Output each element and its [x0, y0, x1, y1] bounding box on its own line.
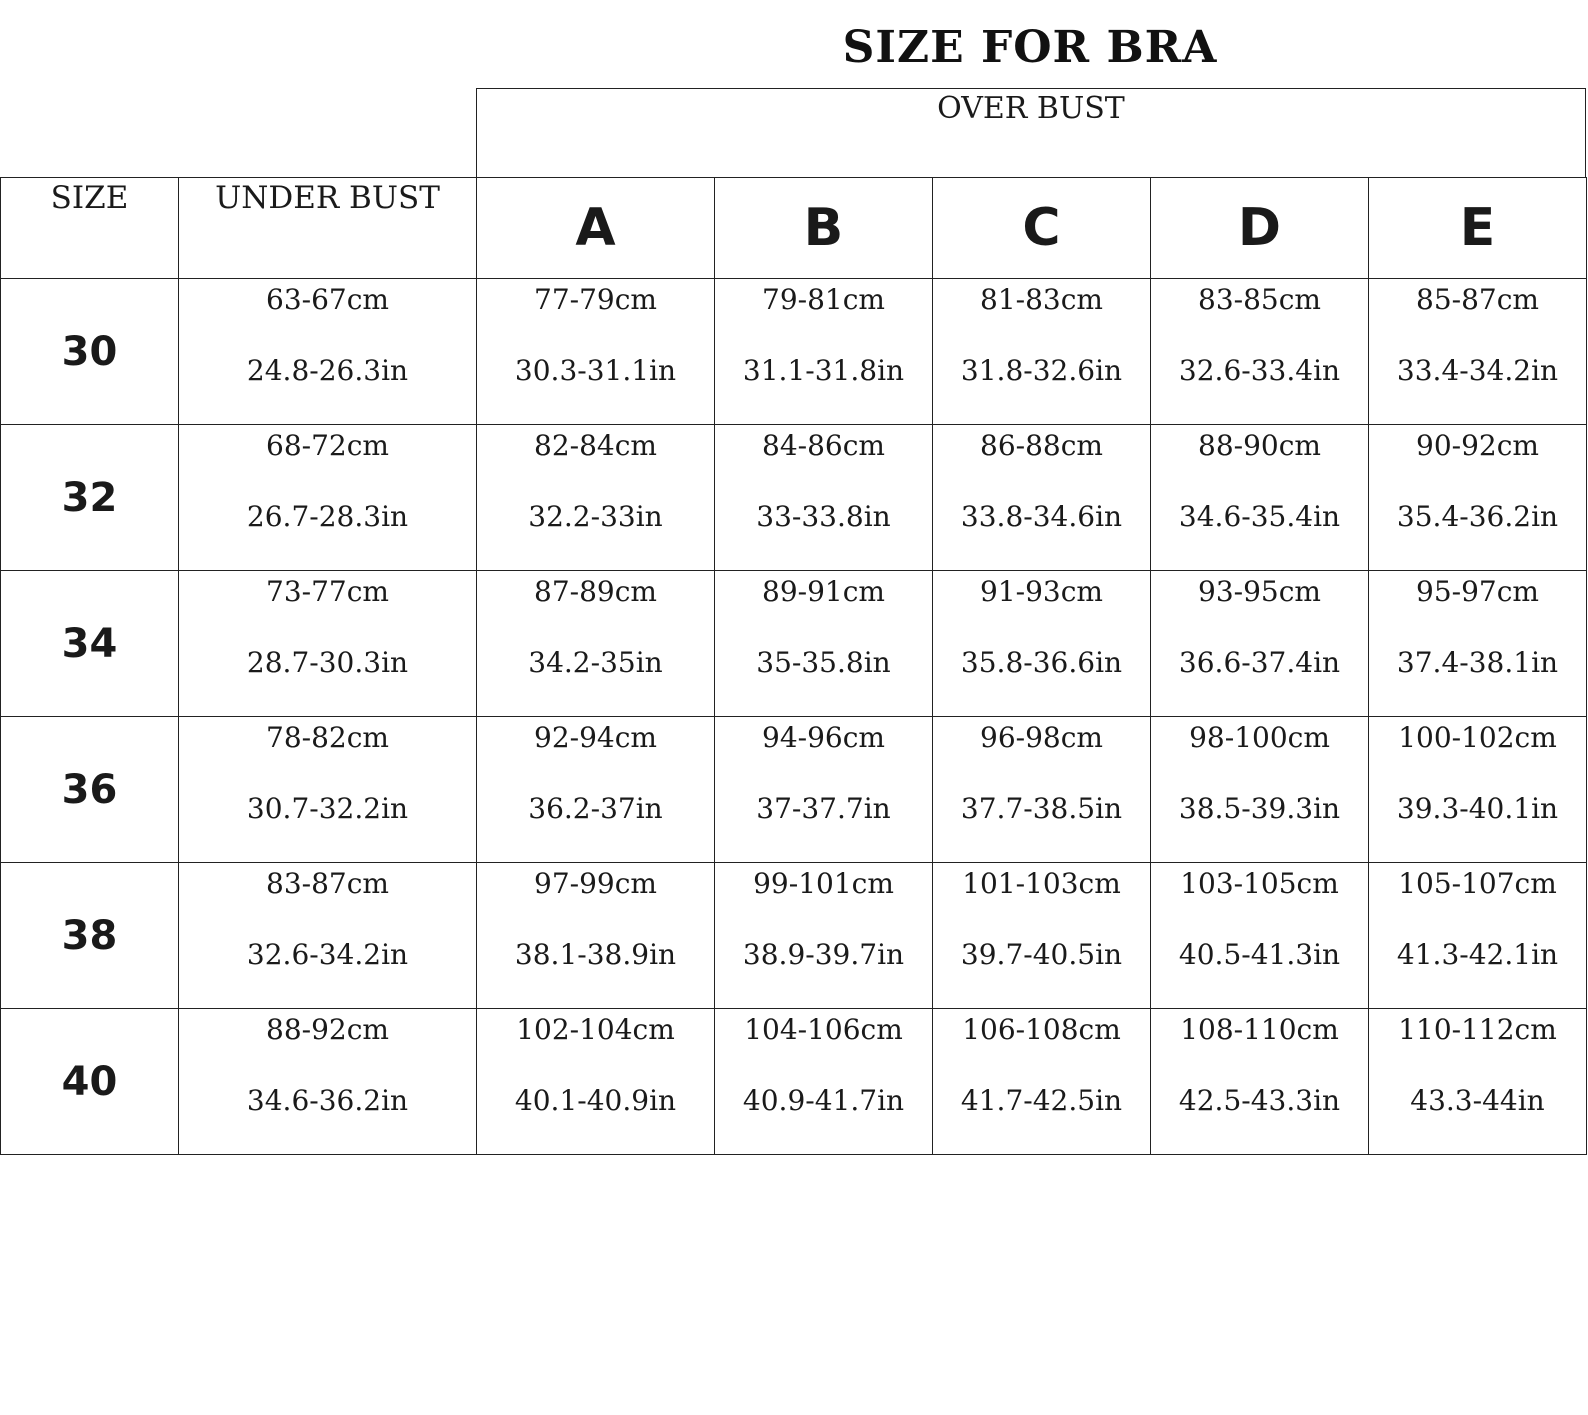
- cup-c-cell: [933, 279, 1151, 425]
- cup-d-cell: [1151, 571, 1369, 717]
- cm-value: 73-77cm: [266, 575, 389, 608]
- under-bust-cell: [179, 425, 477, 571]
- cup-e-cell: [1369, 1009, 1587, 1155]
- cm-value: 102-104cm: [516, 1013, 675, 1046]
- over-bust-header: OVER BUST: [476, 88, 1586, 177]
- cup-c-header: C: [933, 178, 1151, 279]
- cm-value: 88-90cm: [1198, 429, 1321, 462]
- cm-value: 108-110cm: [1180, 1013, 1339, 1046]
- cm-value: 105-107cm: [1398, 867, 1557, 900]
- cup-e-cell: [1369, 863, 1587, 1009]
- page-title: SIZE FOR BRA: [842, 22, 1218, 73]
- cup-a-cell: [477, 279, 715, 425]
- inch-value: 39.3-40.1in: [1396, 792, 1559, 825]
- cm-value: 78-82cm: [266, 721, 389, 754]
- table-row: [1, 425, 1587, 571]
- inch-value: 32.6-34.2in: [246, 938, 409, 971]
- inch-value: 24.8-26.3in: [246, 354, 409, 387]
- cup-c-cell: [933, 717, 1151, 863]
- cm-value: 94-96cm: [762, 721, 885, 754]
- cup-b-cell: [715, 717, 933, 863]
- cup-b-cell: [715, 571, 933, 717]
- cm-value: 101-103cm: [962, 867, 1121, 900]
- cm-value: 103-105cm: [1180, 867, 1339, 900]
- cup-c-cell: [933, 571, 1151, 717]
- cm-value: 63-67cm: [266, 283, 389, 316]
- cup-a-cell: [477, 571, 715, 717]
- cm-value: 84-86cm: [762, 429, 885, 462]
- cup-d-cell: [1151, 425, 1369, 571]
- cm-value: 88-92cm: [266, 1013, 389, 1046]
- table-row: [1, 279, 1587, 425]
- cm-value: 100-102cm: [1398, 721, 1557, 754]
- cm-value: 79-81cm: [762, 283, 885, 316]
- inch-value: 37.4-38.1in: [1396, 646, 1559, 679]
- inch-value: 34.6-35.4in: [1178, 500, 1341, 533]
- cup-b-cell: [715, 279, 933, 425]
- cm-value: 96-98cm: [980, 721, 1103, 754]
- under-bust-cell: [179, 571, 477, 717]
- inch-value: 40.5-41.3in: [1178, 938, 1341, 971]
- inch-value: 37.7-38.5in: [960, 792, 1123, 825]
- inch-value: 31.1-31.8in: [742, 354, 905, 387]
- cup-e-cell: [1369, 717, 1587, 863]
- cm-value: 85-87cm: [1416, 283, 1539, 316]
- cm-value: 98-100cm: [1189, 721, 1330, 754]
- cup-a-cell: [477, 717, 715, 863]
- cm-value: 87-89cm: [534, 575, 657, 608]
- cup-d-header: D: [1151, 178, 1369, 279]
- cm-value: 93-95cm: [1198, 575, 1321, 608]
- size-value: 34: [1, 571, 179, 717]
- cm-value: 90-92cm: [1416, 429, 1539, 462]
- size-value: 38: [1, 863, 179, 1009]
- cup-c-cell: [933, 863, 1151, 1009]
- inch-value: 36.6-37.4in: [1178, 646, 1341, 679]
- inch-value: 31.8-32.6in: [960, 354, 1123, 387]
- cm-value: 99-101cm: [753, 867, 894, 900]
- inch-value: 38.5-39.3in: [1178, 792, 1341, 825]
- inch-value: 35.4-36.2in: [1396, 500, 1559, 533]
- cup-b-header: B: [715, 178, 933, 279]
- inch-value: 32.6-33.4in: [1178, 354, 1341, 387]
- cm-value: 77-79cm: [534, 283, 657, 316]
- inch-value: 28.7-30.3in: [246, 646, 409, 679]
- inch-value: 35.8-36.6in: [960, 646, 1123, 679]
- size-column-header: SIZE: [1, 178, 179, 279]
- inch-value: 26.7-28.3in: [246, 500, 409, 533]
- size-table: [0, 177, 1587, 1155]
- under-bust-cell: [179, 1009, 477, 1155]
- cup-d-cell: [1151, 1009, 1369, 1155]
- cm-value: 68-72cm: [266, 429, 389, 462]
- cm-value: 92-94cm: [534, 721, 657, 754]
- cup-b-cell: [715, 1009, 933, 1155]
- table-row: [1, 1009, 1587, 1155]
- inch-value: 35-35.8in: [756, 646, 891, 679]
- cup-e-cell: [1369, 571, 1587, 717]
- cup-a-cell: [477, 863, 715, 1009]
- cm-value: 83-87cm: [266, 867, 389, 900]
- inch-value: 36.2-37in: [528, 792, 663, 825]
- inch-value: 40.9-41.7in: [742, 1084, 905, 1117]
- inch-value: 38.1-38.9in: [514, 938, 677, 971]
- inch-value: 34.6-36.2in: [246, 1084, 409, 1117]
- cm-value: 106-108cm: [962, 1013, 1121, 1046]
- cup-d-cell: [1151, 279, 1369, 425]
- cm-value: 110-112cm: [1398, 1013, 1557, 1046]
- cup-c-cell: [933, 1009, 1151, 1155]
- header-row: [1, 178, 1587, 279]
- inch-value: 32.2-33in: [528, 500, 663, 533]
- cup-e-header: E: [1369, 178, 1587, 279]
- cup-b-cell: [715, 863, 933, 1009]
- cm-value: 104-106cm: [744, 1013, 903, 1046]
- cm-value: 89-91cm: [762, 575, 885, 608]
- inch-value: 33-33.8in: [756, 500, 891, 533]
- under-bust-cell: [179, 717, 477, 863]
- cm-value: 91-93cm: [980, 575, 1103, 608]
- under-bust-cell: [179, 863, 477, 1009]
- table-row: [1, 571, 1587, 717]
- inch-value: 38.9-39.7in: [742, 938, 905, 971]
- inch-value: 37-37.7in: [756, 792, 891, 825]
- cm-value: 82-84cm: [534, 429, 657, 462]
- cm-value: 95-97cm: [1416, 575, 1539, 608]
- cup-a-cell: [477, 1009, 715, 1155]
- under-bust-cell: [179, 279, 477, 425]
- size-value: 36: [1, 717, 179, 863]
- size-value: 32: [1, 425, 179, 571]
- size-value: 40: [1, 1009, 179, 1155]
- cm-value: 83-85cm: [1198, 283, 1321, 316]
- inch-value: 41.3-42.1in: [1396, 938, 1559, 971]
- size-value: 30: [1, 279, 179, 425]
- inch-value: 40.1-40.9in: [514, 1084, 677, 1117]
- cup-b-cell: [715, 425, 933, 571]
- cup-a-header: A: [477, 178, 715, 279]
- inch-value: 42.5-43.3in: [1178, 1084, 1341, 1117]
- cup-d-cell: [1151, 863, 1369, 1009]
- inch-value: 41.7-42.5in: [960, 1084, 1123, 1117]
- cup-e-cell: [1369, 279, 1587, 425]
- inch-value: 43.3-44in: [1410, 1084, 1545, 1117]
- cm-value: 86-88cm: [980, 429, 1103, 462]
- inch-value: 39.7-40.5in: [960, 938, 1123, 971]
- inch-value: 34.2-35in: [528, 646, 663, 679]
- inch-value: 30.3-31.1in: [514, 354, 677, 387]
- cup-d-cell: [1151, 717, 1369, 863]
- table-row: [1, 717, 1587, 863]
- cup-e-cell: [1369, 425, 1587, 571]
- under-bust-column-header: UNDER BUST: [179, 178, 477, 279]
- table-row: [1, 863, 1587, 1009]
- inch-value: 33.8-34.6in: [960, 500, 1123, 533]
- cup-a-cell: [477, 425, 715, 571]
- cm-value: 97-99cm: [534, 867, 657, 900]
- inch-value: 33.4-34.2in: [1396, 354, 1559, 387]
- cm-value: 81-83cm: [980, 283, 1103, 316]
- inch-value: 30.7-32.2in: [246, 792, 409, 825]
- cup-c-cell: [933, 425, 1151, 571]
